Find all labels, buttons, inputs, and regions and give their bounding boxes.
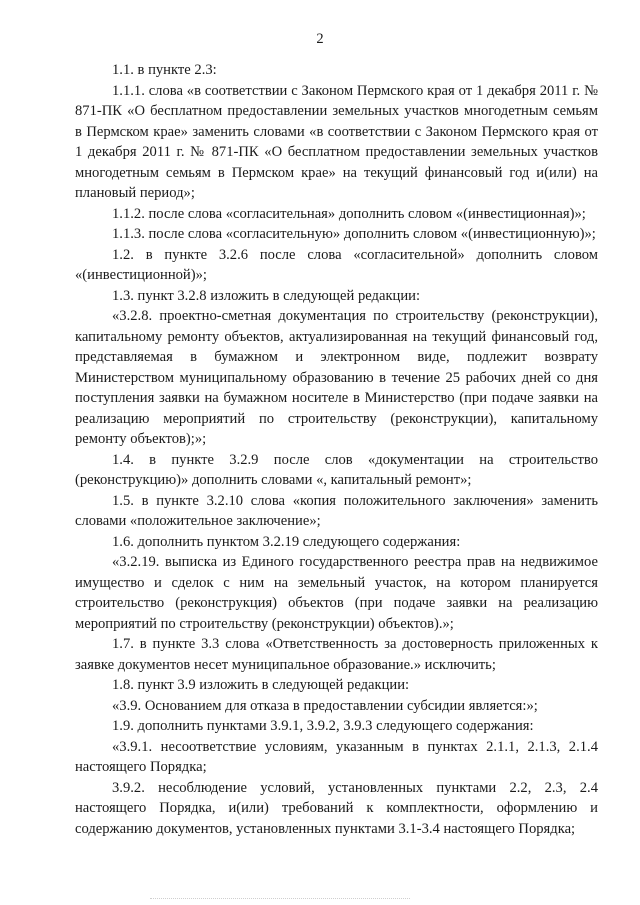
paragraph-3-9-2: 3.9.2. несоблюдение условий, установленных пунктами 2.2, 2.3, 2.4 настоящего Порядка, и(или) требований к комплектности, оформлению и содержанию документов, установленных пунктами 3.1-3.4 настоящего Порядка; <box>75 779 598 837</box>
paragraph-1-1-1: 1.1.1. слова «в соответствии с Законом Пермского края от 1 декабря 2011 г. № 871-ПК «О бесплатном предоставлении земельных участков многодетным семьям в Пермском крае» заменить словами «в соответствии с Законом Пермского края от 1 декабря 2011 г. № 871-ПК «О бесплатном предоставлении земельных участков многодетным семьям в Пермском крае» на текущий финансовый год и(или) на плановый период»; <box>75 82 598 201</box>
paragraph-1-1-2: 1.1.2. после слова «согласительная» дополнить словом «(инвестиционная)»; <box>112 205 586 222</box>
paragraph-1-6: 1.6. дополнить пунктом 3.2.19 следующего содержания: <box>112 533 461 550</box>
document-body <box>75 60 598 839</box>
paragraph-1-7: 1.7. в пункте 3.3 слова «Ответственность за достоверность приложенных к заявке документов несет муниципальное образование.» исключить; <box>75 636 598 673</box>
paragraph-1-1: 1.1. в пункте 2.3: <box>112 62 217 78</box>
paragraph-1-3: 1.3. пункт 3.2.8 изложить в следующей редакции: <box>112 287 421 304</box>
paragraph-1-8: 1.8. пункт 3.9 изложить в следующей редакции: <box>112 677 410 693</box>
paragraph-1-5: 1.5. в пункте 3.2.10 слова «копия положительного заключения» заменить словами «положительное заключение»; <box>75 492 598 529</box>
paragraph-3-2-8: «3.2.8. проектно-сметная документация по строительству (реконструкции), капитальному ремонту объектов, актуализированная на текущий финансовый год, представляемая в бумажном и электронном виде, подлежит возврату Министерством муниципальному образованию в течение 25 рабочих дней со дня поступления заявки на бумажном носителе в Министерство (при подаче заявки на реализацию мероприятий по строительству (реконструкции), капитальному ремонту объектов);»; <box>75 308 598 447</box>
paragraph-3-9-1: «3.9.1. несоответствие условиям, указанным в пунктах 2.1.1, 2.1.3, 2.1.4 настоящего Порядка; <box>75 738 598 775</box>
scan-edge-line <box>150 898 410 899</box>
paragraph-1-4: 1.4. в пункте 3.2.9 после слов «документации на строительство (реконструкцию)» дополнить словами «, капитальный ремонт»; <box>75 451 598 488</box>
paragraph-1-9: 1.9. дополнить пунктами 3.9.1, 3.9.2, 3.9.3 следующего содержания: <box>112 718 534 734</box>
paragraph-1-2: 1.2. в пункте 3.2.6 после слова «согласительной» дополнить словом «(инвестиционной)»; <box>75 246 598 283</box>
paragraph-3-9: «3.9. Основанием для отказа в предоставлении субсидии является:»; <box>112 697 538 714</box>
page-number: 2 <box>316 31 324 47</box>
paragraph-3-2-19: «3.2.19. выписка из Единого государственного реестра прав на недвижимое имущество и сделок с ним на земельный участок, на котором планируется строительство (реконструкция) объектов (при подаче заявки на реализацию мероприятий по строительству (реконструкции) объектов).»; <box>75 554 598 632</box>
paragraph-1-1-3: 1.1.3. после слова «согласительную» дополнить словом «(инвестиционную)»; <box>112 226 596 242</box>
